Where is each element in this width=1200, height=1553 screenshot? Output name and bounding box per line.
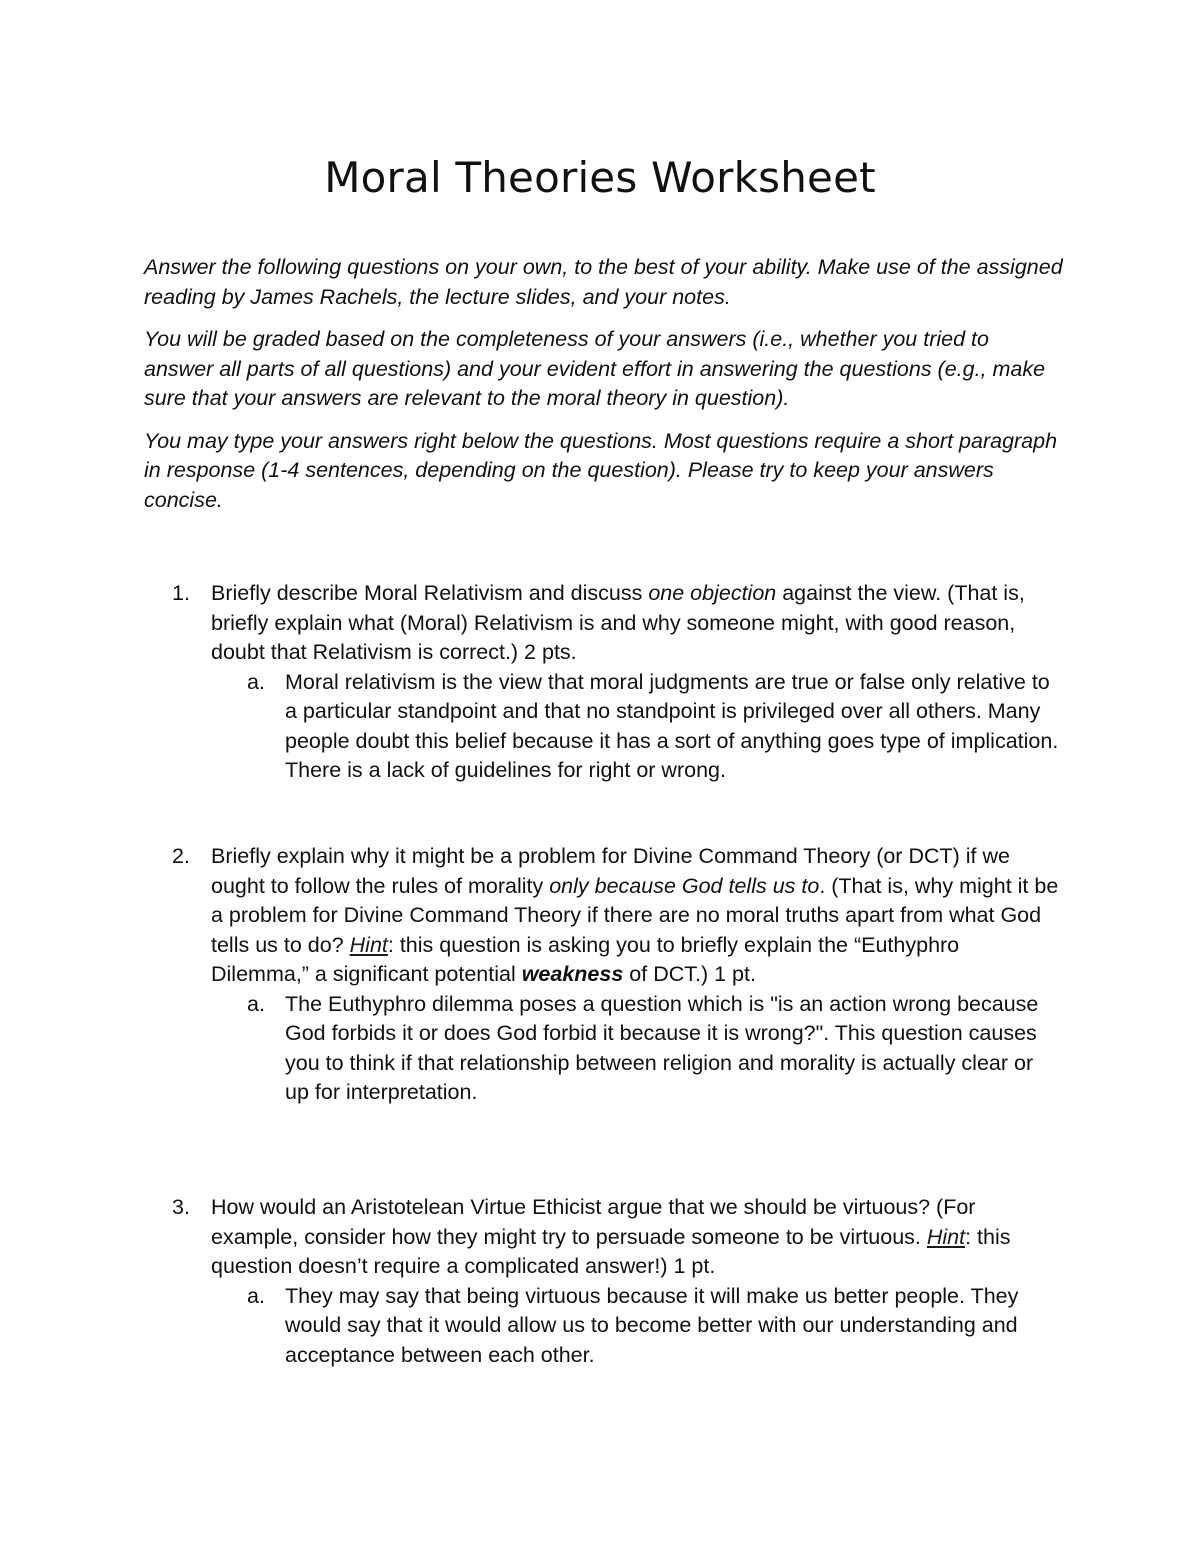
answer-text: The Euthyphro dilemma poses a question which is "is an action wrong because God forbids it or does God forbid it because it is wrong?". This question causes you to think if that relationship between religion and morality is actually clear or up for interpretation.	[285, 991, 1039, 1104]
instructions	[144, 253, 1064, 528]
answer-label: a.	[247, 1283, 265, 1308]
answer-label: a.	[247, 669, 265, 694]
instruction-paragraph: You may type your answers right below the questions. Most questions require a short paragraph in response (1-4 sentences, depending on the question). Please try to keep your answers concise.	[144, 428, 1058, 512]
emphasis-text: only because God tells us to	[549, 873, 820, 898]
question-item	[172, 579, 1062, 786]
answer-item	[247, 1282, 1062, 1371]
question-number: 2.	[172, 844, 190, 868]
document-title: Moral Theories Worksheet	[324, 153, 876, 202]
answer-text: They may say that being virtuous because it will make us better people. They would say that it would allow us to become better with our understanding and acceptance between each other.	[285, 1283, 1019, 1367]
question-item	[172, 842, 1062, 1108]
question-number: 3.	[172, 1195, 190, 1219]
question-item	[172, 1193, 1062, 1370]
hint-label: Hint	[926, 1224, 966, 1249]
answer-text: Moral relativism is the view that moral judgments are true or false only relative to a particular standpoint and that no standpoint is privileged over all others. Many people doubt this belief because it has a sort of anything goes type of implication. There is a lack of guidelines for right or wrong.	[285, 669, 1059, 782]
instruction-paragraph: You will be graded based on the completeness of your answers (i.e., whether you tried to answer all parts of all questions) and your evident effort in answering the questions (e.g., make sure that your answers are relevant to the moral theory in question).	[144, 327, 1046, 410]
question-text: How would an Aristotelean Virtue Ethicist argue that we should be virtuous? (For example, consider how they might try to persuade someone to be virtuous. Hint: this question doesn’t require a complicated answer!) 1 pt.	[211, 1195, 1011, 1278]
question-text: Briefly explain why it might be a problem for Divine Command Theory (or DCT) if we ought to follow the rules of morality only because God tells us to. (That is, why might it be a problem for Divine Command Theory if there are no moral truths apart from what God tells us to do? Hint: this question is asking you to briefly explain the “Euthyphro Dilemma,” a significant potential weakness of DCT.) 1 pt.	[211, 844, 1059, 986]
instruction-paragraph: Answer the following questions on your own, to the best of your ability. Make use of the assigned reading by James Rachels, the lecture slides, and your notes.	[144, 255, 1063, 309]
answer-item	[247, 668, 1062, 786]
answer-label: a.	[247, 991, 265, 1016]
emphasis-text: weakness	[521, 962, 624, 986]
question-number: 1.	[172, 581, 190, 605]
hint-label: Hint	[349, 932, 388, 957]
emphasis-text: one objection	[648, 581, 777, 605]
question-text: Briefly describe Moral Relativism and discuss one objection against the view. (That is, briefly explain what (Moral) Relativism is and why someone might, with good reason, doubt that Relativism is correct.) 2 pts.	[211, 581, 1025, 664]
answer-item	[247, 990, 1062, 1108]
